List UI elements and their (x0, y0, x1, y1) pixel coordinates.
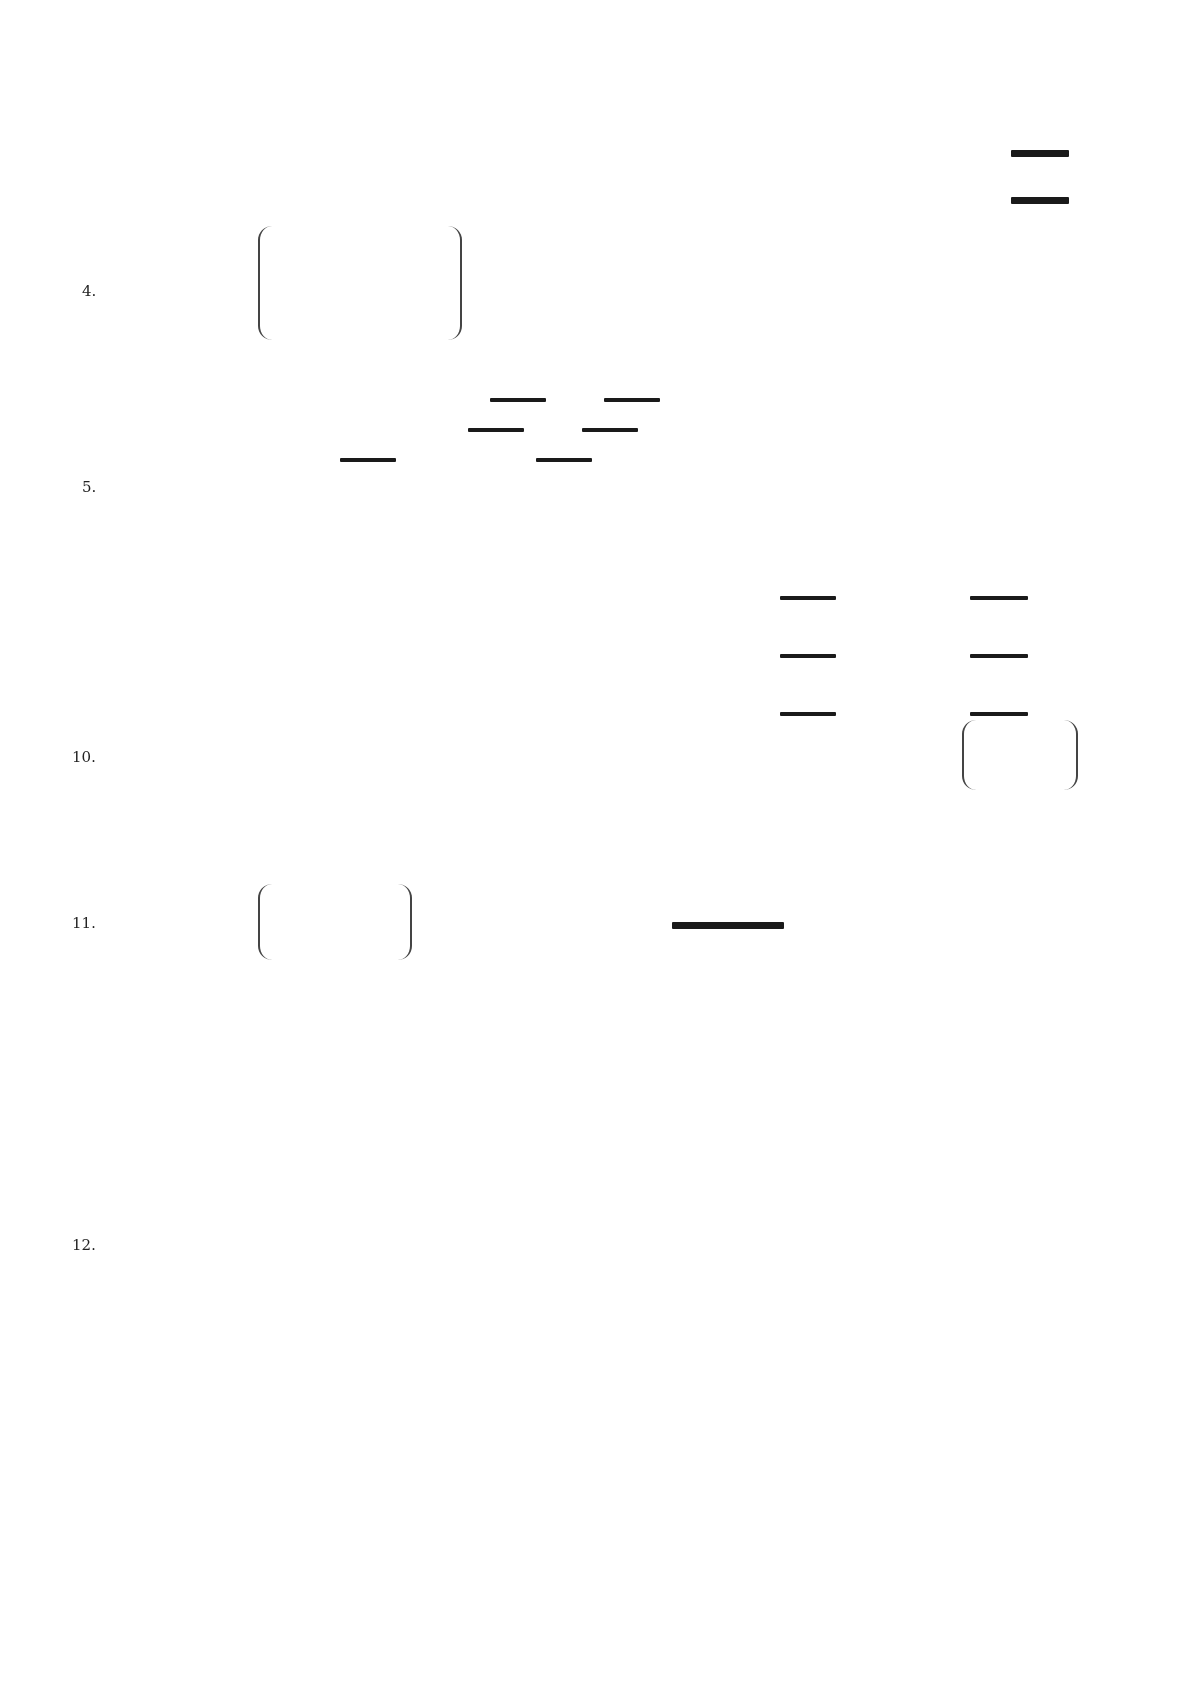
answer-blank-5c-1[interactable] (340, 458, 396, 462)
answer-blank-5b-1[interactable] (468, 428, 524, 432)
answer-blank-dim1[interactable] (1011, 150, 1069, 157)
problem-9-number: 12. (72, 1236, 96, 1254)
answer-blank-6c-tr[interactable] (780, 712, 836, 716)
problem-5-matrix (258, 226, 462, 340)
problem-7-number: 10. (72, 748, 96, 766)
answer-blank-eigenvalues[interactable] (672, 922, 784, 929)
answer-blank-6a-tr[interactable] (780, 596, 836, 600)
answer-blank-5b-2[interactable] (582, 428, 638, 432)
answer-blank-6c-det[interactable] (970, 712, 1028, 716)
problem-8-number: 11. (72, 914, 96, 932)
problem-7-matrix (962, 720, 1078, 790)
answer-blank-5a-2[interactable] (604, 398, 660, 402)
answer-blank-5a-1[interactable] (490, 398, 546, 402)
answer-blank-5c-2[interactable] (536, 458, 592, 462)
problem-5-number: 4. (82, 282, 97, 300)
answer-blank-dim2[interactable] (1011, 197, 1069, 204)
answer-blank-6b-tr[interactable] (780, 654, 836, 658)
answer-blank-6a-det[interactable] (970, 596, 1028, 600)
answer-blank-6b-det[interactable] (970, 654, 1028, 658)
problem-6-number: 5. (82, 478, 97, 496)
problem-8-matrix (258, 884, 412, 960)
